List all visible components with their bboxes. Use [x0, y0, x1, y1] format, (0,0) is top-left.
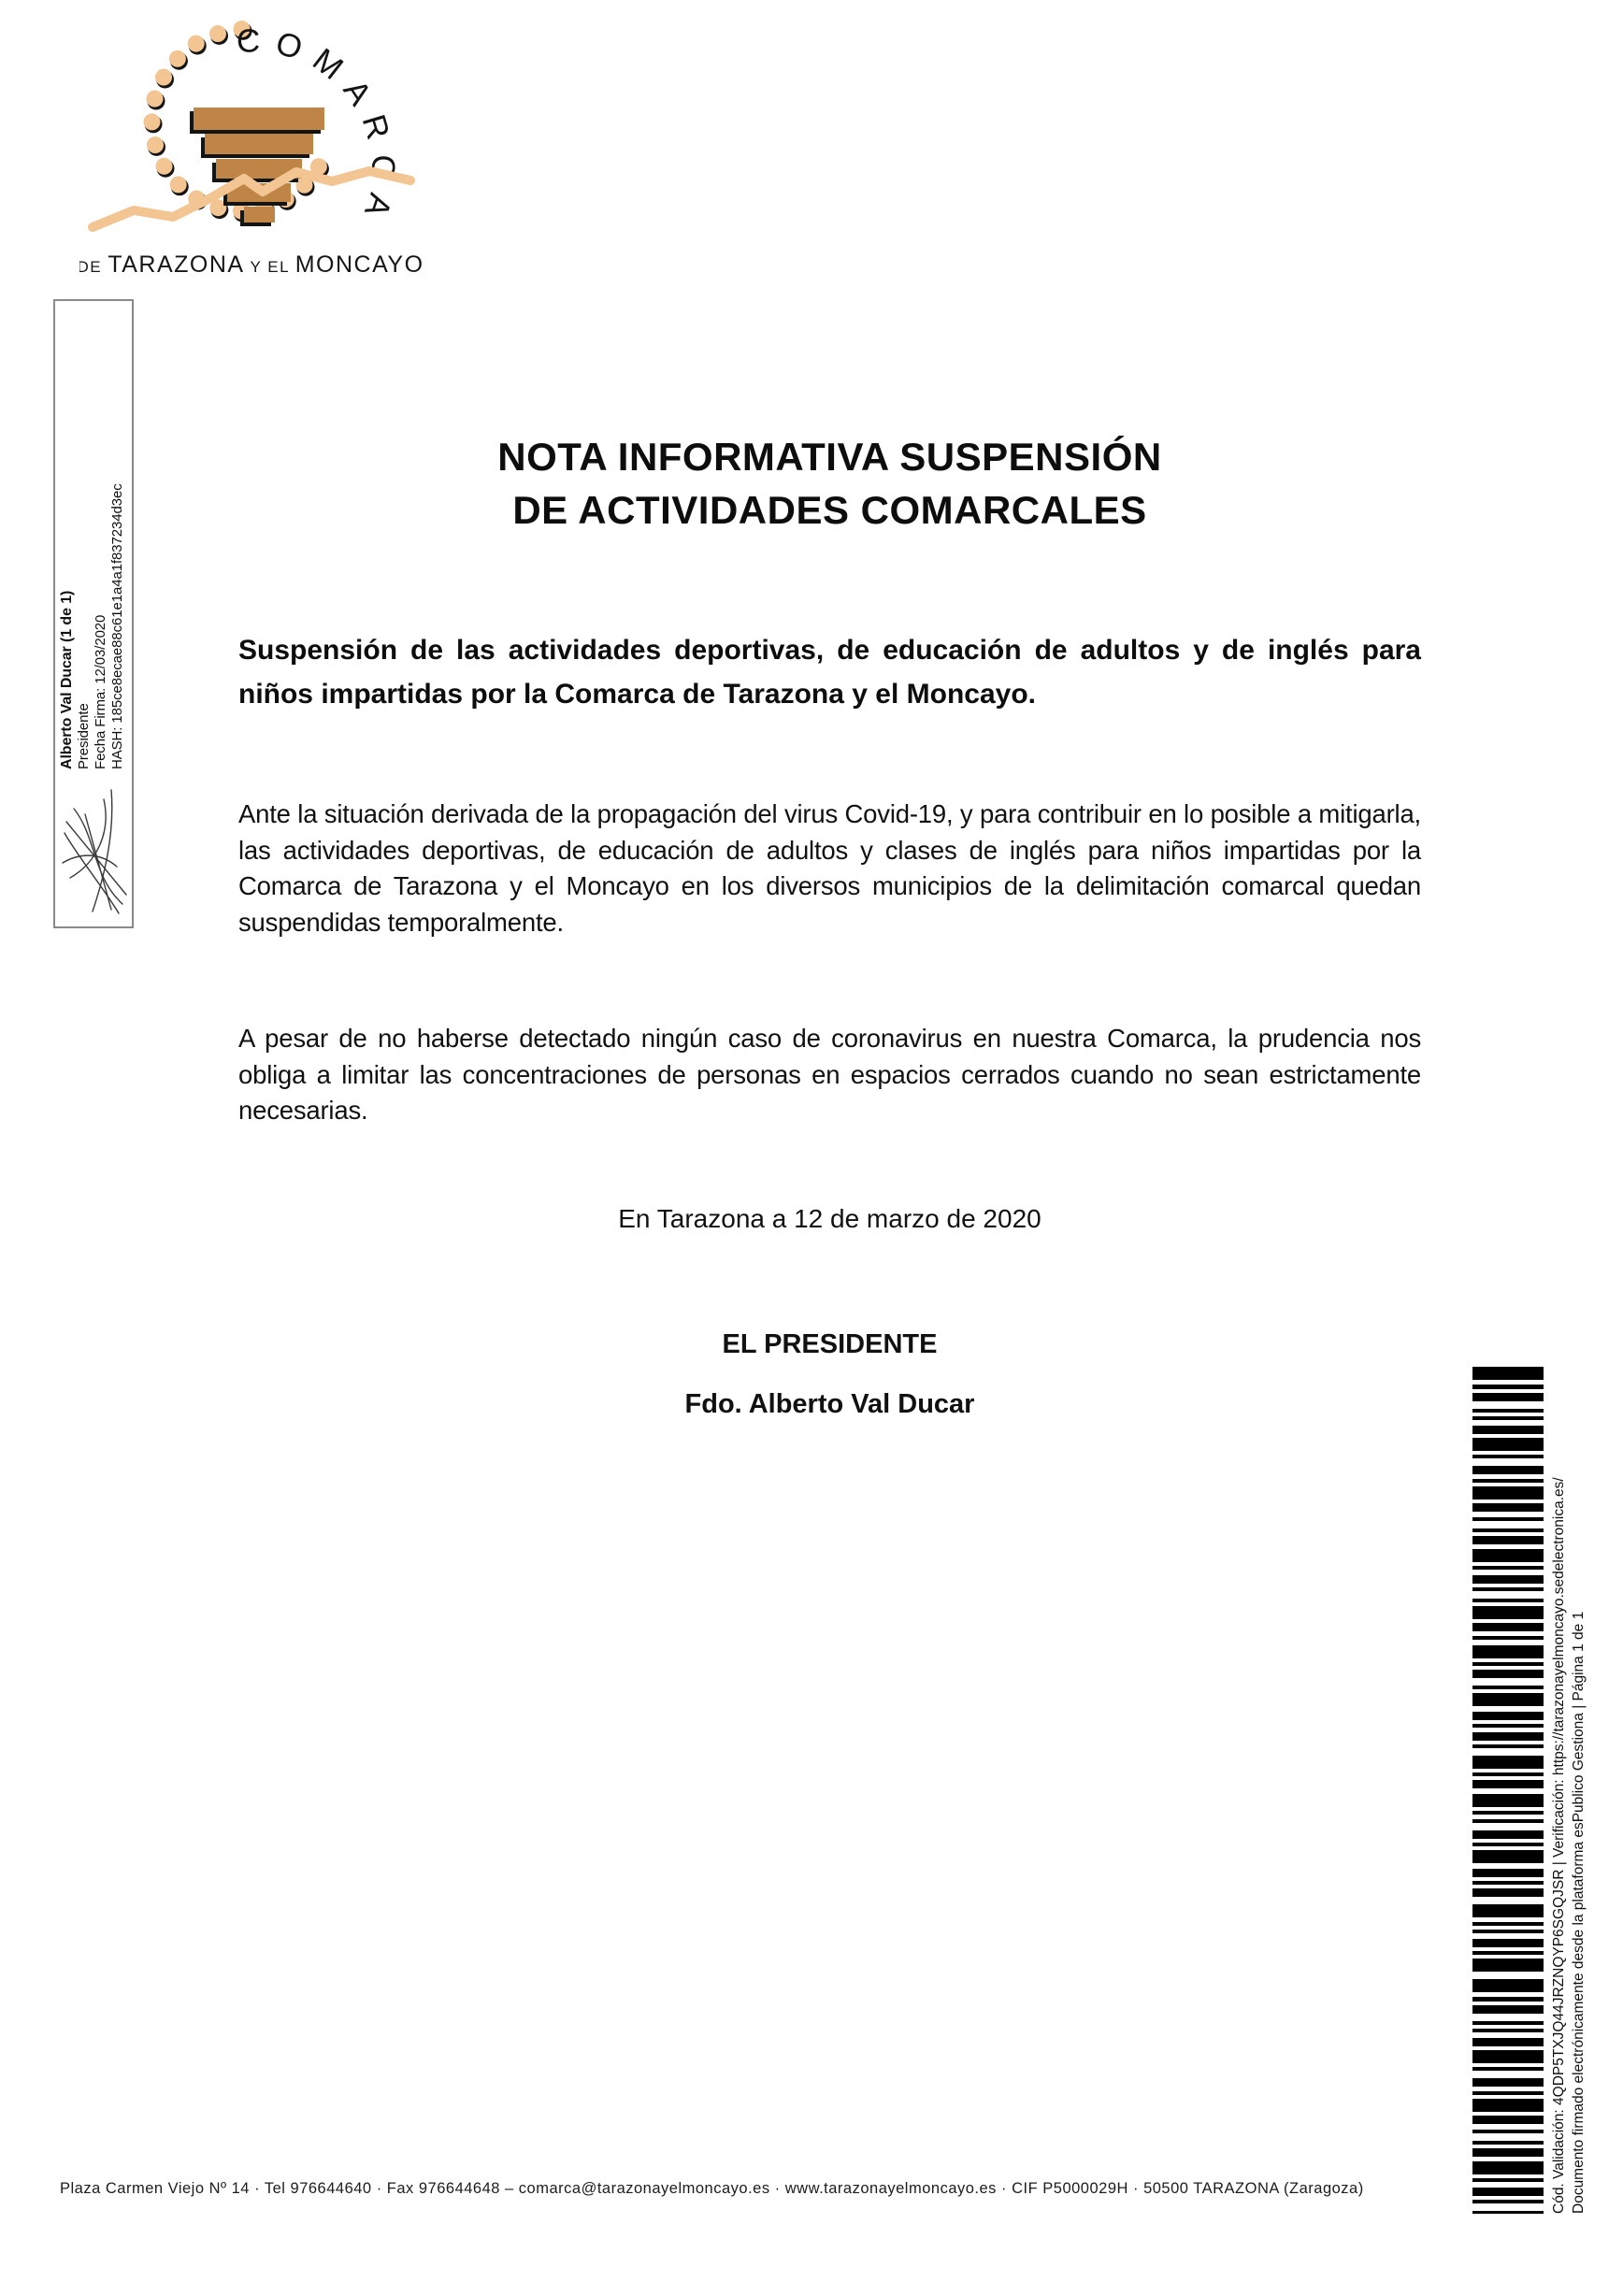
body-paragraph-1: Ante la situación derivada de la propagación del virus Covid-19, y para contribuir en lo posible a mitigarla, las actividades deportivas, de educación de adultos y clases de inglés para niños impartidas por la Comarca de Tarazona y el Moncayo en los diversos municipios de la delimitación comarcal quedan suspendidas temporalmente. [238, 799, 1421, 937]
document-subtitle: Suspensión de las actividades deportivas, de educación de adultos y de inglés para niños impartidas por la Comarca de Tarazona y el Moncayo. [238, 635, 1421, 710]
signature-hash: HASH: 185ce8ecae88c61e1a4a1f837234d3ec [109, 483, 125, 769]
validation-text-rotated [1549, 1367, 1588, 2214]
signature-role-title: EL PRESIDENTE [722, 1329, 938, 1359]
validation-platform-line: Documento firmado electrónicamente desde la plataforma esPublico Gestiona | Página 1 de 1 [1571, 1611, 1587, 2214]
comarca-logo-icon [79, 14, 425, 287]
signature-name-line: Fdo. Alberto Val Ducar [684, 1389, 975, 1419]
place-and-date-line: En Tarazona a 12 de marzo de 2020 [618, 1204, 1041, 1233]
handwritten-signature-icon [57, 783, 128, 919]
footer-contact-line: Plaza Carmen Viejo Nº 14 · Tel 976644640 · Fax 976644648 – comarca@tarazonayelmoncayo.es · www.tarazonayelmoncayo.es · CIF P5000029H · 50500 TARAZONA (Zaragoza) [60, 2180, 1364, 2197]
logo-caption: DE TARAZONA Y EL MONCAYO [79, 251, 424, 278]
barcode [1472, 1367, 1544, 2214]
document-title [238, 430, 1421, 537]
signature-stamp-lines [59, 483, 126, 769]
signature-date: Fecha Firma: 12/03/2020 [93, 614, 108, 769]
document-title-line2: DE ACTIVIDADES COMARCALES [512, 488, 1147, 532]
signer-role: Presidente [76, 703, 92, 769]
body-paragraph-2: A pesar de no haberse detectado ningún caso de coronavirus en nuestra Comarca, la prudencia nos obliga a limitar las concentraciones de personas en espacios cerrados cuando no sean estrictamente necesarias. [238, 1024, 1421, 1125]
signature-stamp-panel [53, 299, 134, 928]
comarca-logo [79, 14, 425, 287]
signature-stamp-rotated-content [55, 301, 132, 926]
signer-name: Alberto Val Ducar (1 de 1) [59, 590, 75, 769]
document-title-line1: NOTA INFORMATIVA SUSPENSIÓN [497, 435, 1162, 479]
validation-code-line: Cód. Validación: 4QDP5TXJQ44JRZNQYP6SGQJSR | Verificación: https://tarazonayelmoncayo.sedelectronica.es/ [1551, 1477, 1567, 2214]
logo-arc-text: COMARCA [236, 22, 402, 235]
